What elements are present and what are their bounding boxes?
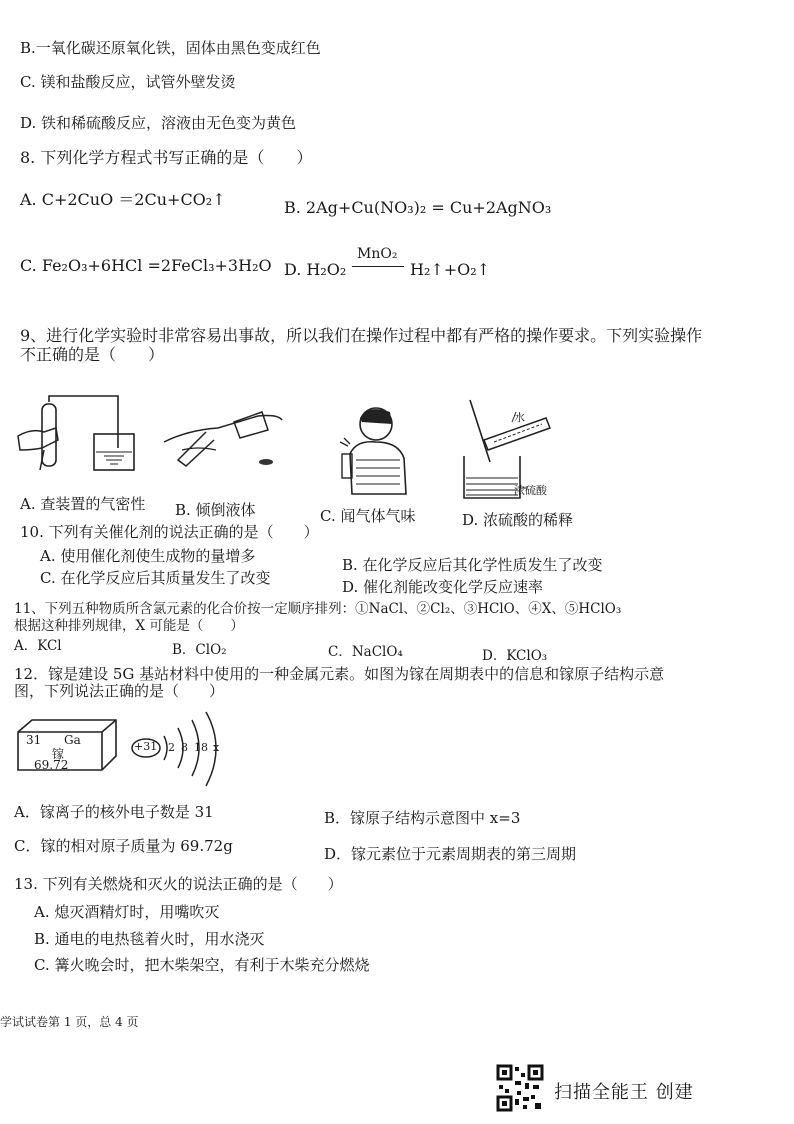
q13-stem: 13. 下列有关燃烧和灭火的说法正确的是（ ） (14, 875, 343, 893)
q9-option-c: C. 闻气体气味 (320, 507, 416, 525)
q9-stem-line2: 不正确的是（ ） (20, 345, 165, 364)
q8-option-c: C. Fe₂O₃+6HCl =2FeCl₃+3H₂O (20, 256, 272, 275)
q12-option-c: C．镓的相对原子质量为 69.72g (14, 837, 233, 855)
q12-stem-line2: 图，下列说法正确的是（ ） (14, 682, 225, 700)
q7-option-d: D. 铁和稀硫酸反应，溶液由无色变为黄色 (20, 114, 297, 132)
q8-option-b: B. 2Ag+Cu(NO₃)₂ = Cu+2AgNO₃ (284, 198, 552, 217)
element-symbol: Ga (64, 733, 81, 747)
q7-option-b: B.一氧化碳还原氧化铁，固体由黑色变成红色 (20, 39, 321, 57)
qr-code-icon (496, 1064, 544, 1112)
scanner-watermark: 扫描全能王 创建 (554, 1082, 694, 1103)
q8-option-a: A. C+2CuO ＝2Cu+CO₂↑ (20, 190, 226, 209)
q12-option-b: B．镓原子结构示意图中 x=3 (324, 809, 521, 827)
q11-option-d: D．KClO₃ (482, 648, 548, 664)
q11-option-c: C．NaClO₄ (328, 644, 403, 660)
q7-option-c: C. 镁和盐酸反应，试管外壁发烫 (20, 73, 236, 91)
label-water: 水 (514, 411, 525, 424)
q12-stem-line1: 12．镓是建设 5G 基站材料中使用的一种金属元素。如图为镓在周期表中的信息和镓原子结构示意 (14, 665, 665, 683)
q13-option-c: C. 篝火晚会时，把木柴架空，有利于木柴充分燃烧 (34, 956, 370, 974)
q13-option-b: B. 通电的电热毯着火时，用水浇灭 (34, 930, 265, 948)
q10-option-a: A. 使用催化剂使生成物的量增多 (40, 547, 256, 565)
q8-option-d-catalyst: MnO₂ (357, 246, 398, 262)
q13-option-a: A. 熄灭酒精灯时，用嘴吹灭 (34, 903, 220, 921)
label-concentrated-sulfuric-acid: 浓硫酸 (514, 484, 547, 497)
q8-option-d-suffix: H₂↑+O₂↑ (410, 260, 491, 279)
q11-option-a: A．KCl (14, 638, 62, 654)
q9-stem-line1: 9、进行化学实验时非常容易出事故，所以我们在操作过程中都有严格的操作要求。下列实验操作 (20, 326, 703, 345)
shell-1-electrons: 2 (168, 741, 175, 754)
q9-option-b: B. 倾倒液体 (175, 501, 256, 519)
q12-option-d: D．镓元素位于元素周期表的第三周期 (324, 845, 577, 863)
element-name: 镓 (52, 747, 65, 761)
q11-stem-line2: 根据这种排列规律，X 可能是（ ） (14, 618, 244, 634)
element-atomic-mass: 69.72 (34, 758, 69, 772)
shell-3-electrons: 18 (194, 741, 208, 754)
q10-stem: 10. 下列有关催化剂的说法正确的是（ ） (20, 523, 319, 541)
shell-2-electrons: 8 (181, 741, 188, 754)
q9-option-d: D. 浓硫酸的稀释 (462, 511, 574, 529)
q11-option-b: B．ClO₂ (172, 642, 227, 658)
q9-option-a: A. 查装置的气密性 (20, 495, 146, 513)
q10-option-b: B. 在化学反应后其化学性质发生了改变 (342, 556, 603, 574)
q8-stem: 8. 下列化学方程式书写正确的是（ ） (20, 148, 313, 167)
q11-stem-line1: 11、下列五种物质所含氯元素的化合价按一定顺序排列：①NaCl、②Cl₂、③HClO、④X、⑤HClO₃ (14, 601, 622, 617)
pour-liquid-figure (158, 402, 286, 470)
element-atomic-number: 31 (26, 733, 42, 747)
nucleus-charge: +31 (134, 740, 158, 753)
reaction-arrow-line (352, 266, 404, 267)
page-footer: 学试试卷第 1 页，总 4 页 (0, 1015, 139, 1029)
shell-4-electrons: x (213, 741, 220, 754)
q8-option-d-prefix: D. H₂O₂ (284, 260, 347, 279)
q10-option-d: D. 催化剂能改变化学反应速率 (342, 578, 544, 596)
airtightness-check-figure (14, 392, 136, 474)
q12-option-a: A．镓离子的核外电子数是 31 (14, 803, 214, 821)
smell-gas-figure (330, 398, 412, 496)
q10-option-c: C. 在化学反应后其质量发生了改变 (40, 569, 271, 587)
